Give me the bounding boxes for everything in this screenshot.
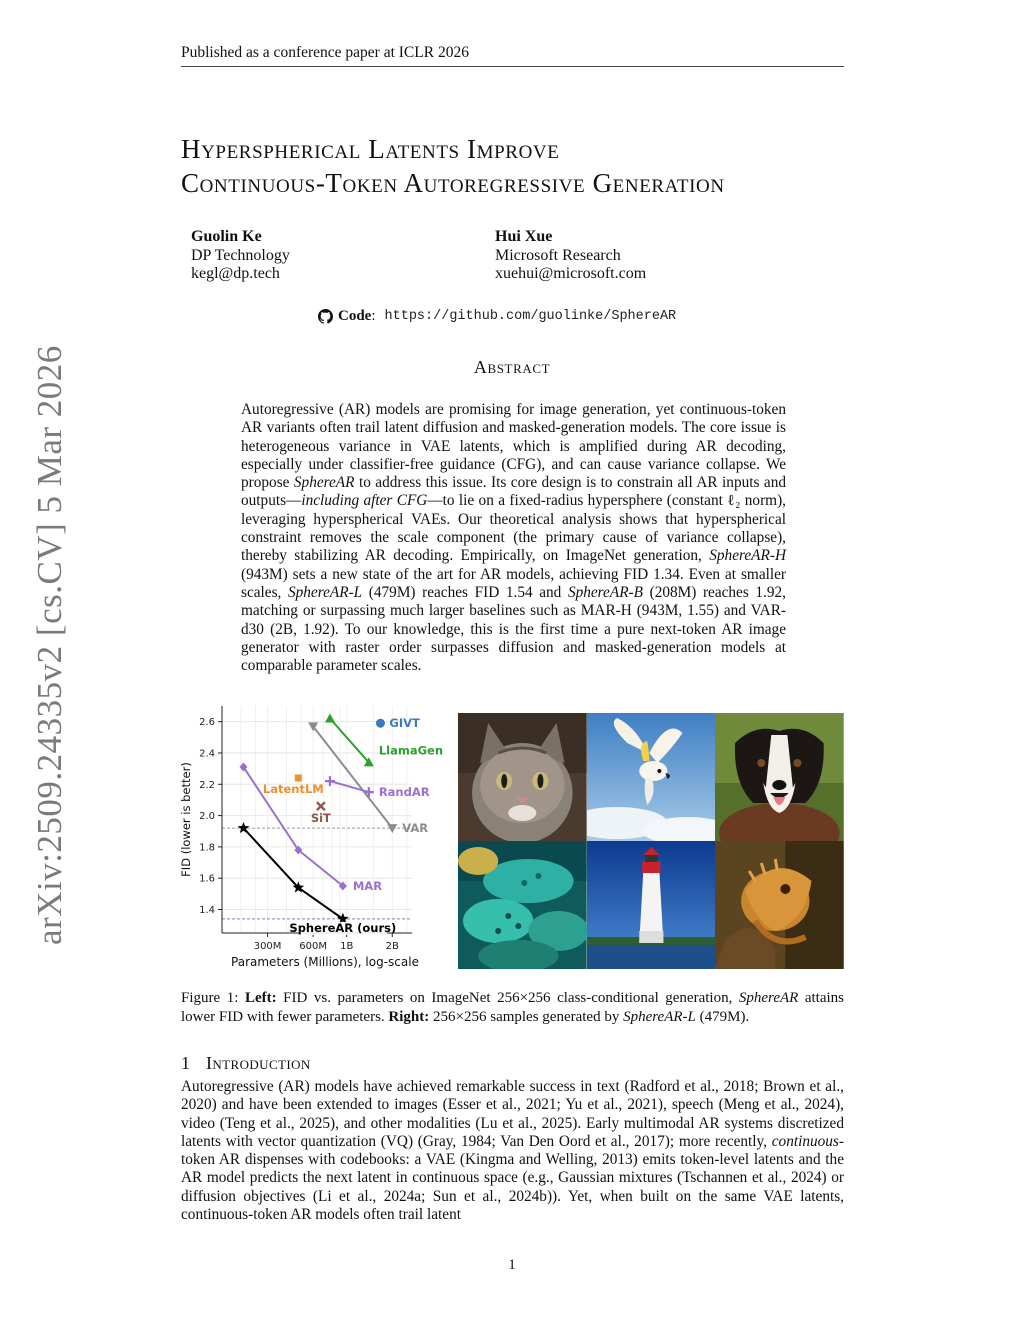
section-number: 1 [181, 1053, 190, 1073]
title-line-2: Continuous-Token Autoregressive Generation [181, 168, 725, 198]
y-tick-label: 1.4 [199, 905, 215, 917]
author-name: Hui Xue [495, 228, 553, 245]
cat-photo-icon [458, 713, 587, 841]
y-tick-label: 2.6 [199, 717, 215, 729]
caption-text: FID vs. parameters on ImageNet 256×256 class-conditional generation, [276, 990, 739, 1006]
section-heading [181, 1053, 311, 1074]
abstract-heading: Abstract [473, 357, 551, 377]
page-number: 1 [508, 1257, 516, 1273]
caption-text: attains lower FID with fewer parameters. [181, 990, 845, 1025]
author-block-2 [495, 228, 646, 284]
abstract-emphasis: including after CFG [301, 492, 428, 510]
author-block-1 [191, 228, 290, 284]
caption-emphasis: SphereAR [738, 990, 799, 1006]
lighthouse-photo-icon [587, 841, 716, 969]
section-title: Introduction [206, 1053, 311, 1073]
abstract-text: (943M) sets a new state of the art for AR models, achieving FID 1.34. Even at smaller scales, [241, 565, 786, 601]
abstract-text: Autoregressive (AR) models are promising for image generation, yet continuous-token AR variants often trail latent diffusion and masked-generation models. The core issue is heterogeneous variance in VAE latents, which is amplified during AR decoding, especially under classifier-free guidance (CFG), and can cause variance collapse. We propose [241, 401, 786, 492]
github-icon [318, 309, 333, 324]
abstract-emphasis: SphereAR-B [567, 583, 643, 601]
author-affiliation: DP Technology [191, 246, 290, 264]
spherear-ours-label: SphereAR (ours) [289, 920, 397, 935]
abstract-text: (208M) reaches 1.92, matching or surpassing much larger baselines such as MAR-H (943M, 1.55) and VAR-d30 (2B, 1.92). To our knowledge, this is the first time a pure next-token AR image generator with raster order surpasses diffusion and masked-generation models at comparable parameter scales. [241, 583, 786, 675]
intro-emphasis: continuous [771, 1132, 839, 1150]
x-axis-label: Parameters (Millions), log-scale [231, 955, 419, 969]
code-link-line [318, 308, 676, 325]
title-line-1: Hyperspherical Latents Improve [181, 134, 560, 164]
y-tick-label: 1.8 [199, 842, 215, 854]
var-label: VAR [402, 821, 429, 836]
intro-text: -token AR dispenses with codebooks: a VAE (Kingma and Welling, 2013) emits token-level latents and the AR model predicts the next latent in continuous space (e.g., Gaussian mixtures (Tschannen et al., 2024) or diffusion objectives (Li et al., 2024a; Sun et al., 2024b)). Yet, when built on the same VAE latents, continuous-token AR models often trail latent [181, 1132, 844, 1224]
y-axis-label: FID (lower is better) [179, 762, 193, 877]
author-email[interactable]: xuehui@microsoft.com [495, 265, 647, 282]
givt-label: GIVT [389, 716, 420, 731]
caption-emphasis: SphereAR-L [623, 1009, 696, 1025]
author-email[interactable]: kegl@dp.tech [191, 265, 280, 282]
y-tick-label: 2.2 [199, 779, 215, 791]
llamagen-label: LlamaGen [378, 743, 444, 758]
header-rule [181, 66, 844, 67]
caption-text: (479M). [695, 1009, 750, 1025]
y-tick-label: 2.0 [199, 811, 215, 823]
y-tick-label: 1.6 [199, 873, 215, 885]
lizard-photo-icon [715, 841, 844, 969]
code-url-link[interactable]: https://github.com/guolinke/SphereAR [384, 309, 677, 324]
paper-title [181, 132, 725, 200]
fid-vs-params-chart [176, 700, 446, 975]
caption-left-label: Left: [244, 990, 277, 1006]
author-name: Guolin Ke [191, 228, 262, 245]
mar-label: MAR [352, 879, 383, 894]
abstract-emphasis: SphereAR-L [287, 583, 363, 601]
caption-text: 256×256 samples generated by [429, 1009, 624, 1025]
sample-image-grid [458, 713, 844, 969]
randar-line [330, 781, 369, 792]
author-affiliation: Microsoft Research [495, 246, 621, 264]
figure-caption [181, 989, 844, 1027]
llamagen-point [325, 714, 335, 723]
code-label: Code [338, 308, 372, 324]
randar-label: RandAR [378, 785, 430, 800]
x-tick-label: 2B [385, 941, 399, 952]
abstract-emphasis: SphereAR-H [709, 547, 786, 565]
x-tick-label: 600M [299, 941, 327, 952]
givt-point [376, 719, 385, 728]
coral-photo-icon [458, 841, 587, 969]
running-head: Published as a conference paper at ICLR 2026 [181, 44, 469, 61]
intro-text: Autoregressive (AR) models have achieved remarkable success in text (Radford et al., 2018; Brown et al., 2020) and have been extended to images (Esser et al., 2021; Yu et al., 2021), speech (Meng et al., 2024), video (Teng et al., 2025), and other modalities (Lu et al., 2025). Early multimodal AR systems discretized latents with vector quantization (VQ) (Gray, 1984; Van Den Oord et al., 2017); more recently, [181, 1078, 844, 1150]
arxiv-stamp[interactable]: arXiv:2509.24335v2 [cs.CV] 5 Mar 2026 [30, 345, 69, 945]
abstract-body [241, 401, 786, 675]
x-tick-label: 1B [340, 941, 354, 952]
abstract-text: to address this issue. Its core design is to constrain all AR inputs and outputs— [241, 474, 786, 510]
sit-label: SiT [310, 811, 331, 826]
code-colon: : [371, 308, 376, 324]
latentlm-label: LatentLM [262, 782, 324, 797]
introduction-paragraph [181, 1078, 844, 1224]
abstract-text: —to lie on a fixed-radius hypersphere (constant ℓ₂ norm), leveraging hyperspherical VAEs. Our theoretical analysis shows that hyperspherical constraint removes the scale component (the primary cause of variance collapse), thereby stabilizing AR decoding. Empirically, on ImageNet generation, [241, 492, 786, 565]
randar-point [364, 787, 374, 797]
abstract-emphasis: SphereAR [293, 474, 355, 492]
y-tick-label: 2.4 [199, 748, 215, 760]
caption-label: Figure 1: [181, 990, 239, 1006]
latentlm-point [295, 775, 302, 782]
x-tick-label: 300M [253, 941, 282, 952]
cockatoo-photo-icon [587, 713, 716, 841]
dog-photo-icon [715, 713, 844, 841]
caption-right-label: Right: [388, 1009, 430, 1025]
abstract-text: (479M) reaches FID 1.54 and [362, 583, 568, 601]
